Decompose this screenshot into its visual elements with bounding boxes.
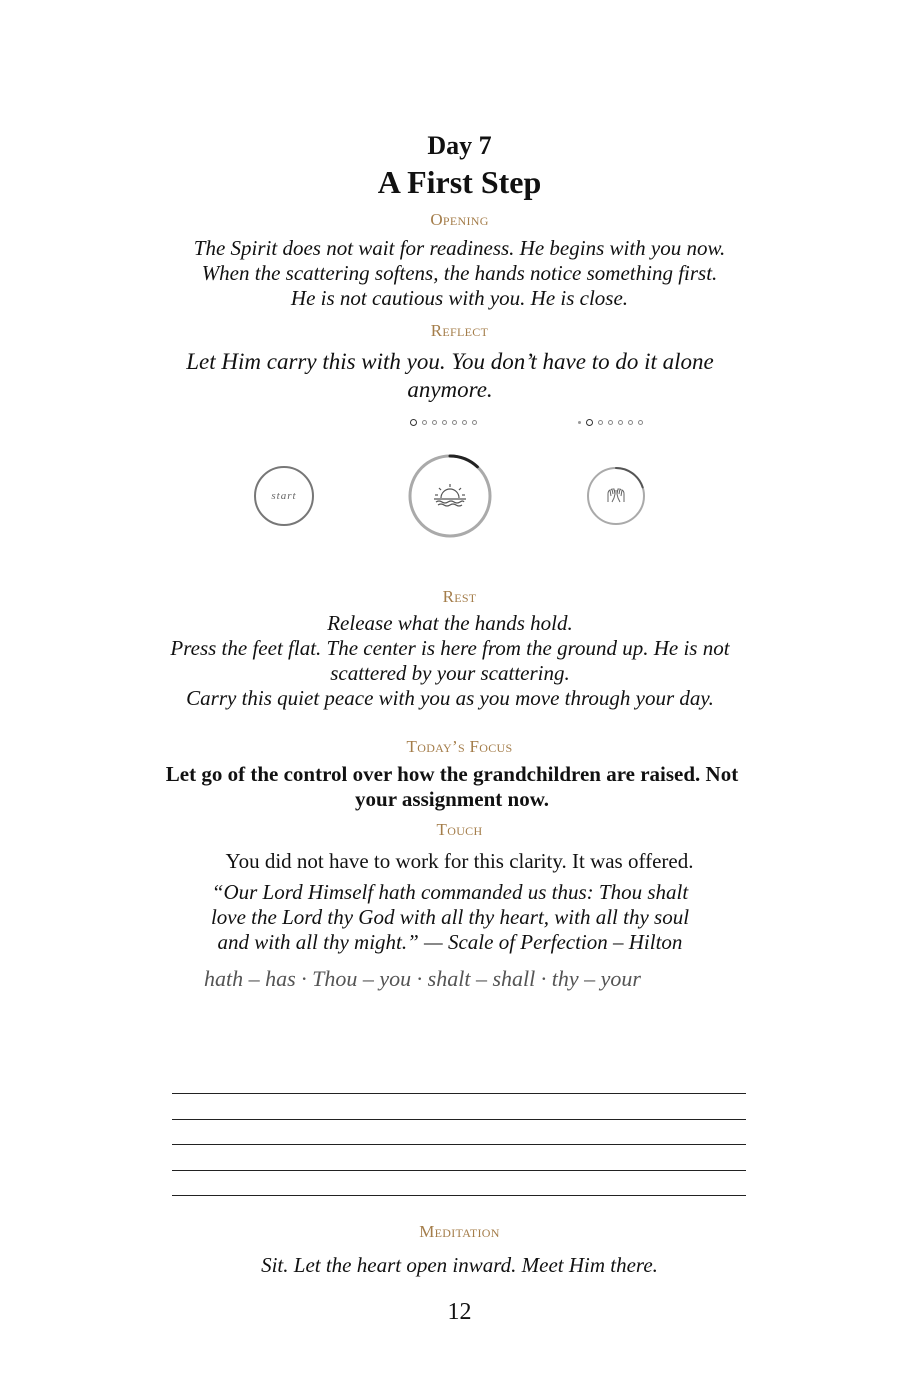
timer-progress <box>450 456 477 467</box>
rest-label: Rest <box>442 587 477 606</box>
opening-line: When the scattering softens, the hands notice something first. <box>201 261 718 285</box>
step-dot[interactable] <box>586 419 593 426</box>
step-dot[interactable] <box>462 420 467 425</box>
start-button[interactable] <box>254 466 314 526</box>
touch-label: Touch <box>436 820 483 839</box>
touch-text: You did not have to work for this clarity. It was offered. <box>225 849 694 873</box>
start-label: start <box>271 490 297 502</box>
step-dot[interactable] <box>452 420 457 425</box>
focus-text: Let go of the control over how the grandchildren are raised. Not your assignment now. <box>165 762 739 811</box>
breath-timer-ring[interactable] <box>406 452 494 540</box>
journal-line[interactable] <box>172 1144 746 1145</box>
step-dot[interactable] <box>410 419 417 426</box>
left-step-dots <box>410 419 477 426</box>
step-dot[interactable] <box>638 420 643 425</box>
opening-line: He is not cautious with you. He is close. <box>290 286 629 310</box>
meditation-text: Sit. Let the heart open inward. Meet Him there. <box>261 1253 658 1277</box>
opening-label: Opening <box>430 210 489 229</box>
step-dot[interactable] <box>422 420 427 425</box>
rest-line: Press the feet flat. The center is here from the ground up. He is not scattered by your scattering. <box>170 636 730 685</box>
word-gloss: hath – has · Thou – you · shalt – shall · thy – your <box>204 966 641 991</box>
touch-progress <box>616 468 643 487</box>
opening-text <box>0 236 919 311</box>
focus-label: Today’s Focus <box>406 737 513 756</box>
step-dot[interactable] <box>608 420 613 425</box>
journal-line[interactable] <box>172 1093 746 1094</box>
step-dot <box>578 421 581 424</box>
meditation-label: Meditation <box>419 1222 500 1241</box>
journal-line[interactable] <box>172 1170 746 1171</box>
reflect-label: Reflect <box>430 321 489 340</box>
opening-line: The Spirit does not wait for readiness. He begins with you now. <box>193 236 726 260</box>
step-dot[interactable] <box>628 420 633 425</box>
step-dot[interactable] <box>432 420 437 425</box>
step-dot[interactable] <box>618 420 623 425</box>
day-heading: Day 7 <box>427 131 492 160</box>
touch-timer-ring[interactable] <box>584 464 648 528</box>
rest-text <box>160 611 740 711</box>
journal-line[interactable] <box>172 1195 746 1196</box>
journal-line[interactable] <box>172 1119 746 1120</box>
step-dot[interactable] <box>472 420 477 425</box>
sunrise-icon <box>434 484 466 506</box>
scripture-quote: “Our Lord Himself hath commanded us thus: Thou shalt love the Lord thy God with all thy heart, with all thy soul and with all thy might.” — Scale of Perfection – Hilton <box>210 880 690 954</box>
rest-line: Release what the hands hold. <box>327 611 573 635</box>
page-title: A First Step <box>377 164 542 200</box>
reflect-text: Let Him carry this with you. You don’t have to do it alone anymore. <box>186 349 714 402</box>
right-step-dots <box>578 419 643 426</box>
page-number: 12 <box>447 1299 472 1325</box>
open-hands-icon <box>608 489 624 502</box>
step-dot[interactable] <box>442 420 447 425</box>
step-dot[interactable] <box>598 420 603 425</box>
rest-line: Carry this quiet peace with you as you move through your day. <box>186 686 714 710</box>
